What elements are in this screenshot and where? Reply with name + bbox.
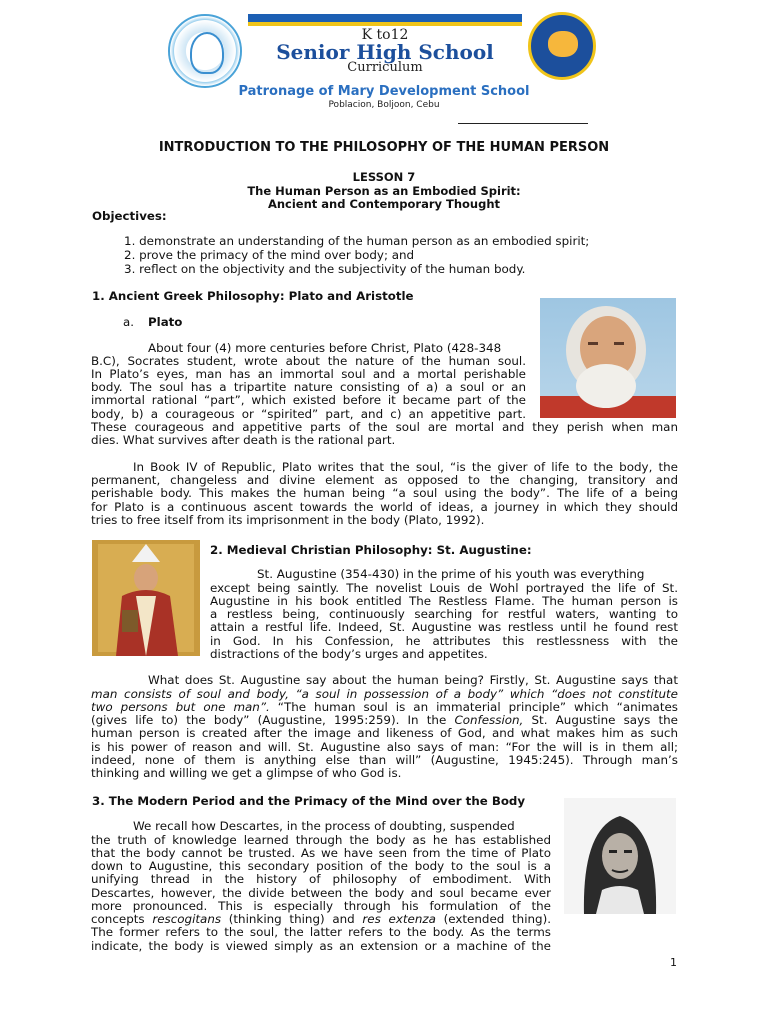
augustine-para1-line: in God. In his Confession, he attributes this restlessness with the xyxy=(210,634,678,648)
plato-para1-line: B.C), Socrates student, wrote about the nature of the human soul. xyxy=(91,354,526,368)
plato-para2-line: tries to free itself from its imprisonment in the body (Plato, 1992). xyxy=(91,513,485,527)
plato-para1-line: immortal rational “part”, which existed before it became part of the xyxy=(91,393,526,407)
lesson-number: LESSON 7 xyxy=(352,170,416,184)
plato-heading-letter: a. xyxy=(123,315,134,329)
objectives-label: Objectives: xyxy=(92,209,167,223)
augustine-para1-line: distractions of the body’s urges and appetites. xyxy=(210,647,488,661)
descartes-para-line: indicate, the body is viewed simply as an extension or a machine of the xyxy=(91,939,551,953)
plato-para2-line: In Book IV of Republic, Plato writes that the soul, “is the giver of life to the body, the xyxy=(133,460,678,474)
descartes-portrait xyxy=(564,798,676,914)
augustine-para2-line: man consists of soul and body, “a soul in possession of a body” which “does not constitute xyxy=(91,687,678,701)
descartes-para-line: down to Augustine, this secondary position of the body to the soul is a xyxy=(91,859,551,873)
augustine-para2-line: thinking and willing we get a glimpse of who God is. xyxy=(91,766,402,780)
augustine-text: St. Augustine says the xyxy=(523,713,678,727)
section-heading-medieval: 2. Medieval Christian Philosophy: St. Augustine: xyxy=(210,543,532,557)
k12-label: K to12 xyxy=(361,27,409,43)
augustine-quote-text: “The human soul is an immaterial principle” which “animates xyxy=(269,700,678,714)
augustine-para1-line: St. Augustine (354-430) in the prime of his youth was everything xyxy=(257,567,645,581)
page-number: 1 xyxy=(670,956,677,969)
plato-heading: Plato xyxy=(148,315,183,329)
augustine-para1-line: Augustine in his book entitled The Restless Flame. The human person is xyxy=(210,594,678,608)
section-heading-ancient: 1. Ancient Greek Philosophy: Plato and Aristotle xyxy=(92,289,414,303)
augustine-para2-line: What does St. Augustine say about the human being? Firstly, St. Augustine says that xyxy=(148,673,678,687)
descartes-para-line: that the body cannot be trusted. As we have seen from the time of Plato xyxy=(91,846,551,860)
plato-para1-line: About four (4) more centuries before Christ, Plato (428-348 xyxy=(148,341,502,355)
plato-para1-line: body. The soul has a tripartite nature consisting of a) a soul or an xyxy=(91,380,526,394)
shs-label: Senior High School xyxy=(276,40,494,64)
program-logo xyxy=(528,12,596,80)
augustine-text: (gives life to) the body” (Augustine, 1995:259). In the xyxy=(91,713,455,727)
plato-para1-line: These courageous and appetitive parts of the soul are mortal and they perish when man xyxy=(91,420,678,434)
descartes-para-line: the truth of knowledge learned through the body as he has established xyxy=(91,833,551,847)
banner-stripe xyxy=(248,14,522,22)
augustine-para1-line: a restless being, continuously searching for restful waters, wanting to xyxy=(210,607,678,621)
term-res-extenza: res extenza xyxy=(362,912,436,926)
term-rescogitans: rescogitans xyxy=(152,912,222,926)
objective-item: 1. demonstrate an understanding of the human person as an embodied spirit; xyxy=(124,234,590,248)
augustine-para1-line: attain a restful life. Indeed, St. Augustine was restless until he found rest xyxy=(210,620,678,634)
lesson-subtitle-2: Ancient and Contemporary Thought xyxy=(267,197,501,211)
school-name: Patronage of Mary Development School xyxy=(238,84,530,99)
plato-para1-line: In Plato’s eyes, man has an immortal soul and a mortal perishable xyxy=(91,367,526,381)
descartes-para-line: Descartes, however, the divide between the body and soul became ever xyxy=(91,886,551,900)
descartes-para-line: unifying thread in the history of philosophy of embodiment. With xyxy=(91,872,551,886)
document-title: INTRODUCTION TO THE PHILOSOPHY OF THE HUMAN PERSON xyxy=(158,140,610,155)
augustine-para2-line: human person is created after the image and likeness of God, and what makes him as such xyxy=(91,726,678,740)
plato-para2-line: permanent, changeless and divine element as opposed to the changing, transitory and xyxy=(91,473,678,487)
augustine-quote-italic: two persons but one man”. xyxy=(91,700,270,714)
objective-item: 3. reflect on the objectivity and the subjectivity of the human body. xyxy=(124,262,526,276)
descartes-para-line: We recall how Descartes, in the process of doubting, suspended xyxy=(133,819,515,833)
augustine-para2-line: is his power of reason and will. St. Augustine also says of man: “For the will is in them all; xyxy=(91,740,678,754)
plato-para2-line: perishable body. This makes the human being “a soul using the body”. The life of a being xyxy=(91,486,678,500)
section-heading-modern: 3. The Modern Period and the Primacy of the Mind over the Body xyxy=(92,794,526,808)
school-address: Poblacion, Boljoon, Cebu xyxy=(328,100,440,110)
plato-para2-line: for Plato is a continuous ascent towards the world of ideas, a journey in which they should xyxy=(91,500,678,514)
banner-stripe-accent xyxy=(248,22,522,26)
lesson-subtitle-1: The Human Person as an Embodied Spirit: xyxy=(247,184,521,198)
curriculum-label: Curriculum xyxy=(347,60,423,75)
augustine-para1-line: except being saintly. The novelist Louis de Wohl portrayed the life of St. xyxy=(210,581,678,595)
descartes-text: (thinking thing) and xyxy=(221,912,363,926)
augustine-para2-line: indeed, none of them is anything else than will” (Augustine, 1945:245). Through man’s xyxy=(91,753,678,767)
plato-para1-line: dies. What survives after death is the rational part. xyxy=(91,433,396,447)
objective-item: 2. prove the primacy of the mind over body; and xyxy=(124,248,415,262)
plato-portrait xyxy=(540,298,676,418)
augustine-portrait xyxy=(92,540,200,656)
descartes-para-line: more pronounced. This is especially through his formulation of the xyxy=(91,899,551,913)
descartes-text: (extended thing). xyxy=(435,912,552,926)
signature-line xyxy=(458,123,588,124)
descartes-text: concepts xyxy=(91,912,153,926)
plato-para1-line: body, b) a courageous or “spirited” part, and c) an appetitive part. xyxy=(91,407,526,421)
confession-title: Confession, xyxy=(454,713,524,727)
school-seal-logo xyxy=(168,14,242,88)
descartes-para-line: The former refers to the soul, the latter refers to the body. As the terms xyxy=(91,925,551,939)
